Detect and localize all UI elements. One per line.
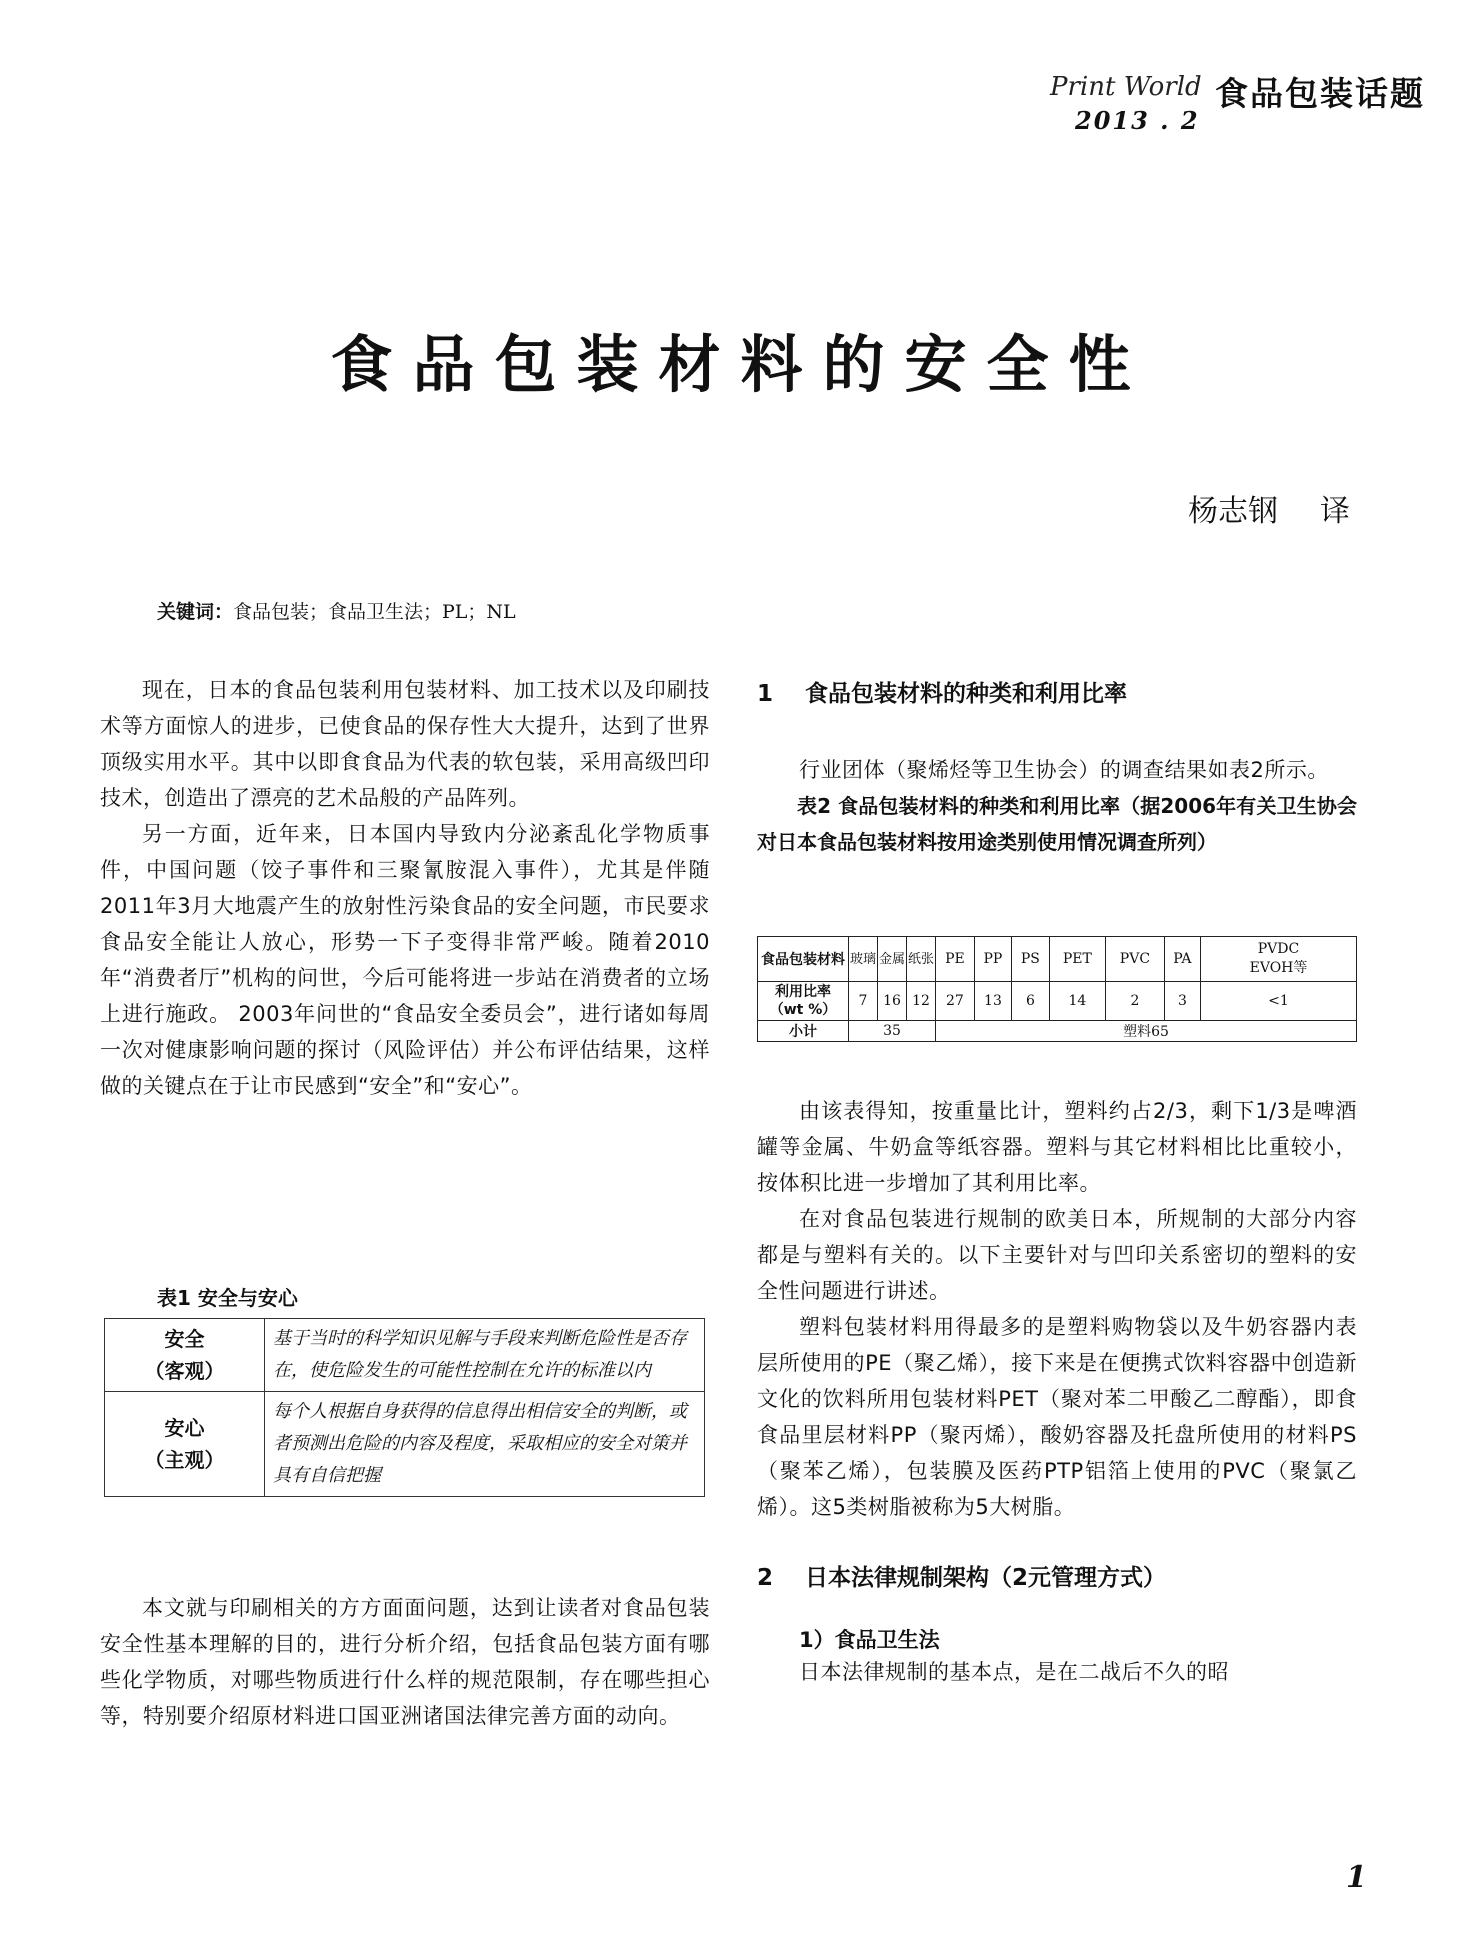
table2-cell: PS <box>1012 937 1050 982</box>
author-name: 杨志钢 <box>1188 494 1278 529</box>
right-column-middle <box>757 1093 1357 1690</box>
table1-key-sub: （主观） <box>144 1448 225 1472</box>
table-row <box>758 1021 1357 1042</box>
table2-caption: 表2 食品包装材料的种类和利用比率（据2006年有关卫生协会对日本食品包装材料按用途类别使用情况调查所列） <box>757 794 1357 854</box>
table1-caption: 表1 安全与安心 <box>157 1286 298 1310</box>
left-paragraph-2: 另一方面，近年来，日本国内导致内分泌紊乱化学物质事件，中国问题（饺子事件和三聚氰胺混入事件），尤其是伴随2011年3月大地震产生的放射性污染食品的安全问题，市民要求食品安全能让人放心，形势一下子变得非常严峻。随着2010年“消费者厅”机构的问世，今后可能将进一步站在消费者的立场上进行施政。 2003年问世的“食品安全委员会”，进行诸如每周一次对健康影响问题的探讨（风险评估）并公布评估结果，这样做的关键点在于让市民感到“安全”和“安心”。 <box>100 822 710 1098</box>
table2-cell: 3 <box>1164 982 1200 1021</box>
right-paragraph-1: 行业团体（聚烯烃等卫生协会）的调查结果如表2所示。 <box>799 758 1329 782</box>
section-title-text: 日本法律规制架构（2元管理方式） <box>805 1565 1167 1591</box>
article-title: 食品包装材料的安全性 <box>330 328 1151 401</box>
table2-cell: PET <box>1049 937 1105 982</box>
table2-pvdc-line1: PVDC <box>1257 941 1300 957</box>
section-2-heading <box>757 1559 1357 1592</box>
right-paragraph-2: 由该表得知，按重量比计，塑料约占2/3，剩下1/3是啤酒罐等金属、牛奶盒等纸容器。塑料与其它材料相比比重较小，按体积比进一步增加了其利用比率。 <box>757 1099 1357 1195</box>
table1-key-sub: （客观） <box>144 1359 225 1383</box>
table1-key-label: 安心 <box>164 1416 205 1440</box>
section-title-text: 食品包装材料的种类和利用比率 <box>805 681 1127 707</box>
section-number: 2 <box>757 1565 774 1591</box>
table2-subtotal-plastic: 塑料65 <box>936 1021 1357 1042</box>
right-paragraph-3: 在对食品包装进行规制的欧美日本，所规制的大部分内容都是与塑料有关的。以下主要针对与凹印关系密切的塑料的安全性问题进行讲述。 <box>757 1207 1357 1303</box>
table1-key <box>105 1392 265 1497</box>
table2-cell-pvdc <box>1201 937 1357 982</box>
table2-cell: 玻璃 <box>849 937 878 982</box>
table2-ratio-label-1: 利用比率 <box>775 984 831 1000</box>
table2-pvdc-line2: EVOH等 <box>1249 960 1308 976</box>
issue-number: 2013 . 2 <box>1075 106 1200 135</box>
table2-cell: 7 <box>849 982 878 1021</box>
table1 <box>104 1318 705 1497</box>
table2-cell: 金属 <box>878 937 907 982</box>
left-column-bottom <box>100 1590 710 1734</box>
table2-subtotal-nonplastic: 35 <box>849 1021 936 1042</box>
right-paragraph-4: 塑料包装材料用得最多的是塑料购物袋以及牛奶容器内表层所使用的PE（聚乙烯），接下来是在便携式饮料容器中创造新文化的饮料所用包装材料PET（聚对苯二甲酸乙二醇酯），即食食品里层材料PP（聚丙烯），酸奶容器及托盘所使用的材料PS（聚苯乙烯），包装膜及医药PTP铝箔上使用的PVC（聚氯乙烯）。这5类树脂被称为5大树脂。 <box>757 1315 1357 1519</box>
left-column <box>100 672 710 1104</box>
table2-material-label: 食品包装材料 <box>758 937 849 982</box>
table-row <box>758 982 1357 1021</box>
table2-cell: 6 <box>1012 982 1050 1021</box>
table2-ratio-label <box>758 982 849 1021</box>
magazine-brand: Print World <box>1050 72 1202 102</box>
table2-cell: 12 <box>907 982 936 1021</box>
table2-subtotal-label: 小计 <box>758 1021 849 1042</box>
keywords-text: 食品包装；食品卫生法；PL；NL <box>233 601 516 623</box>
table2-cell: <1 <box>1201 982 1357 1021</box>
left-paragraph-3: 本文就与印刷相关的方方面面问题，达到让读者对食品包装安全性基本理解的目的，进行分析介绍，包括食品包装方面有哪些化学物质，对哪些物质进行什么样的规范限制，存在哪些担心等，特别要介绍原材料进口国亚洲诸国法律完善方面的动向。 <box>100 1596 710 1728</box>
table1-desc: 每个人根据自身获得的信息得出相信安全的判断，或者预测出危险的内容及程度，采取相应的安全对策并具有自信把握 <box>265 1392 705 1497</box>
table2 <box>757 936 1357 1042</box>
table-row <box>105 1392 705 1497</box>
table2-ratio-label-2: （wt %） <box>769 1002 837 1018</box>
keywords-label: 关键词： <box>157 601 234 623</box>
table-row <box>758 937 1357 982</box>
table2-cell: 纸张 <box>907 937 936 982</box>
table2-cell: 13 <box>974 982 1011 1021</box>
table2-cell: 16 <box>878 982 907 1021</box>
section-number: 1 <box>757 681 774 707</box>
table2-cell: PP <box>974 937 1011 982</box>
table2-cell: PVC <box>1106 937 1165 982</box>
table2-cell: PA <box>1164 937 1200 982</box>
table-row <box>105 1319 705 1392</box>
right-paragraph-5: 日本法律规制的基本点，是在二战后不久的昭 <box>799 1660 1229 1684</box>
left-paragraph-1: 现在，日本的食品包装利用包装材料、加工技术以及印刷技术等方面惊人的进步，已使食品的保存性大大提升，达到了世界顶级实用水平。其中以即食食品为代表的软包装，采用高级凹印技术，创造出了漂亮的艺术品般的产品阵列。 <box>100 678 710 810</box>
table1-desc: 基于当时的科学知识见解与手段来判断危险性是否存在，使危险发生的可能性控制在允许的标准以内 <box>265 1319 705 1392</box>
section-title: 食品包装话题 <box>1215 74 1425 113</box>
author-line <box>1188 486 1350 530</box>
table2-cell: 14 <box>1049 982 1105 1021</box>
right-column-top <box>757 675 1357 860</box>
author-role: 译 <box>1320 494 1350 529</box>
table2-cell: 2 <box>1106 982 1165 1021</box>
table1-key <box>105 1319 265 1392</box>
keywords <box>157 597 516 624</box>
section-1-heading <box>757 675 1357 708</box>
table1-key-label: 安全 <box>164 1327 205 1351</box>
subsection-heading: 1）食品卫生法 <box>799 1628 940 1652</box>
table2-cell: 27 <box>936 982 975 1021</box>
page-number: 1 <box>1346 1860 1367 1895</box>
table2-cell: PE <box>936 937 975 982</box>
